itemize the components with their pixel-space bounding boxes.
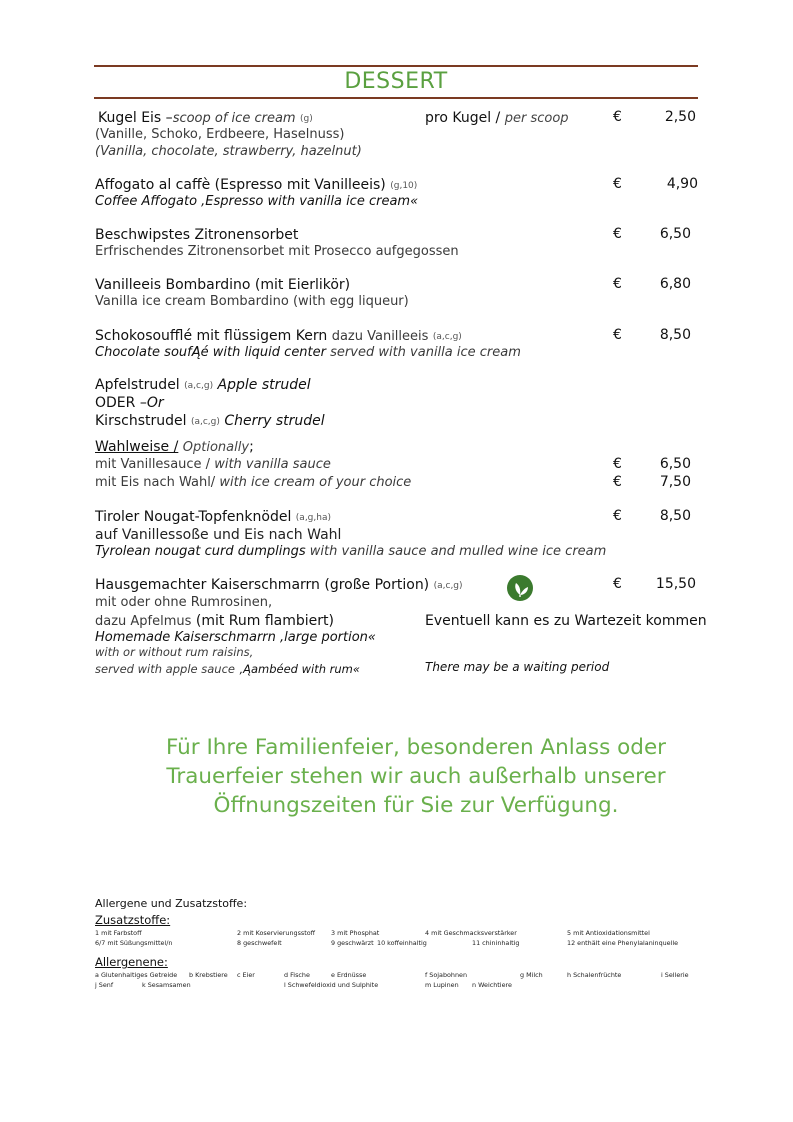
zusatzstoffe-heading: Zusatzstoffe: [95, 913, 171, 927]
allergen-l: l Schwefeldioxid und Sulphite [284, 981, 379, 989]
apfelstrudel-name: Apfelstrudel [95, 377, 180, 393]
affogato-currency: € [613, 176, 622, 192]
kugel-name-en: scoop of ice cream [172, 111, 296, 126]
option-sauce-en: with vanilla sauce [214, 457, 331, 472]
vegetarian-leaf-icon [507, 575, 533, 601]
strudel-option-ice [95, 474, 411, 492]
affogato-name: Affogato al caffè (Espresso mit Vanilleeis) [95, 177, 386, 193]
oder-en: Or [146, 395, 164, 411]
bombardino-name: Vanilleeis Bombardino (mit Eierlikör) [95, 277, 351, 293]
allergene-heading: Allergenene: [95, 955, 168, 969]
kugel-flavours-de: (Vanille, Schoko, Erdbeere, Haselnuss) [95, 127, 345, 142]
zusatz-8: 8 geschwefelt [237, 939, 282, 947]
kirschstrudel-en: Cherry strudel [224, 413, 325, 429]
bombardino-currency: € [613, 276, 622, 292]
kaiser-name-line [95, 576, 463, 595]
kaiser-waiting-de: Eventuell kann es zu Wartezeit kommen [425, 613, 707, 629]
souffle-en-bold: Chocolate soufĄé with liquid center [95, 345, 326, 360]
allergen-h: h Schalenfrüchte [567, 971, 622, 979]
zusatz-3: 3 mit Phosphat [331, 929, 380, 937]
zusatz-6-7: 6/7 mit Süßungsmittel/n [95, 939, 173, 947]
kaiser-flambiert: (mit Rum flambiert) [195, 613, 334, 629]
zusatz-5: 5 mit Antioxidationsmittel [567, 929, 650, 937]
kaiser-name: Hausgemachter Kaiserschmarrn (große Portion) [95, 577, 430, 593]
kaiser-raisins: mit oder ohne Rumrosinen, [95, 595, 273, 610]
souffle-en-line [95, 344, 521, 362]
kaiser-waiting-en: There may be a waiting period [425, 660, 610, 674]
allergen-f: f Sojabohnen [425, 971, 467, 979]
wahlweise-colon: ; [249, 439, 254, 455]
option-ice-price: 7,50 [659, 474, 691, 490]
zitronen-name: Beschwipstes Zitronensorbet [95, 227, 299, 243]
kugel-flavours-en: (Vanilla, chocolate, strawberry, hazelnut) [95, 144, 362, 159]
kaiser-en-title: Homemade Kaiserschmarrn ‚large portion« [95, 630, 376, 645]
affogato-allergens: (g,10) [390, 181, 418, 191]
option-ice-de: mit Eis nach Wahl/ [95, 475, 216, 490]
souffle-name: Schokosoufflé mit flüssigem Kern [95, 328, 328, 344]
kirschstrudel-allergens: (a,c,g) [190, 417, 220, 427]
wahlweise-de: Wahlweise / [95, 439, 179, 455]
zusatz-4: 4 mit Geschmacksverstärker [425, 929, 517, 937]
allergen-m: m Lupinen [425, 981, 459, 989]
kaiser-currency: € [613, 576, 622, 592]
option-sauce-de: mit Vanillesauce / [95, 457, 211, 472]
souffle-price: 8,50 [659, 327, 691, 343]
allergen-b: b Krebstiere [189, 971, 228, 979]
nougat-name-line [95, 508, 331, 527]
zitronen-price: 6,50 [659, 226, 691, 242]
top-rule [94, 65, 698, 67]
oder-de: ODER – [95, 395, 147, 411]
allergen-g: g Milch [520, 971, 543, 979]
bombardino-desc: Vanilla ice cream Bombardino (with egg liqueur) [95, 294, 409, 309]
souffle-currency: € [613, 327, 622, 343]
zusatz-9: 9 geschwärzt [331, 939, 374, 947]
zitronen-desc: Erfrischendes Zitronensorbet mit Prosecco aufgegossen [95, 244, 459, 259]
nougat-en-line [95, 543, 606, 561]
allergen-c: c Eier [237, 971, 255, 979]
nougat-name: Tiroler Nougat-Topfenknödel [95, 509, 292, 525]
kirschstrudel-line [95, 412, 325, 431]
nougat-desc: auf Vanillessoße und Eis nach Wahl [95, 527, 342, 543]
nougat-currency: € [613, 508, 622, 524]
apfelstrudel-en: Apple strudel [217, 377, 311, 393]
kugel-price: 2,50 [664, 109, 696, 125]
allergy-heading: Allergene und Zusatzstoffe: [95, 897, 248, 910]
nougat-price: 8,50 [659, 508, 691, 524]
family-line-2: Trauerfeier stehen wir auch außerhalb unserer [166, 764, 666, 789]
souffle-allergens: (a,c,g) [432, 332, 462, 342]
kaiser-price: 15,50 [655, 576, 696, 592]
kugel-name: Kugel Eis – [98, 110, 173, 126]
souffle-en-light: served with vanilla ice cream [330, 345, 521, 360]
zitronen-currency: € [613, 226, 622, 242]
kaiser-en-sauce-line [95, 660, 360, 678]
page-title: DESSERT [344, 69, 448, 94]
allergen-k: k Sesamsamen [142, 981, 191, 989]
option-ice-en: with ice cream of your choice [219, 475, 412, 490]
kirschstrudel-name: Kirschstrudel [95, 413, 187, 429]
option-ice-currency: € [613, 474, 622, 490]
allergen-d: d Fische [284, 971, 310, 979]
affogato-en: Coffee Affogato ‚Espresso with vanilla ice cream« [95, 194, 419, 209]
strudel-option-sauce [95, 456, 331, 474]
souffle-name-light: dazu Vanilleeis [331, 329, 429, 344]
allergen-n: n Weichtiere [472, 981, 512, 989]
zusatz-10: 10 koffeinhaltig [377, 939, 427, 947]
zusatz-11: 11 chininhaltig [472, 939, 520, 947]
kaiser-en-raisins: with or without rum raisins, [95, 645, 254, 659]
kaiser-allergens: (a,c,g) [433, 581, 463, 591]
kugel-unit [425, 109, 569, 128]
kaiser-en-flambe: ‚Ąambéed with rum« [239, 662, 360, 676]
option-sauce-currency: € [613, 456, 622, 472]
family-line-1: Für Ihre Familienfeier, besonderen Anlass oder [165, 735, 667, 760]
allergen-i: i Sellerie [661, 971, 689, 979]
apfelstrudel-allergens: (a,c,g) [184, 381, 214, 391]
allergen-j: j Senf [95, 981, 114, 989]
allergen-e: e Erdnüsse [331, 971, 367, 979]
title-rule [94, 97, 698, 99]
zusatz-12: 12 enthält eine Phenylalaninquelle [567, 939, 679, 947]
option-sauce-price: 6,50 [659, 456, 691, 472]
kugel-unit-en: per scoop [504, 111, 569, 126]
oder-line [95, 394, 164, 412]
kaiser-apfelmus: dazu Apfelmus [95, 614, 192, 629]
zusatz-2: 2 mit Koservierungsstoff [237, 929, 316, 937]
nougat-en-light: with vanilla sauce and mulled wine ice cream [309, 544, 607, 559]
wahlweise-en: Optionally [182, 440, 250, 455]
kugel-allergens: (g) [300, 114, 313, 124]
wahlweise-line [95, 438, 254, 457]
kaiser-en-sauce: served with apple sauce [95, 662, 235, 676]
kugel-unit-de: pro Kugel / [425, 110, 501, 126]
allergen-a: a Glutenhaltiges Getreide [95, 971, 178, 979]
kugel-currency: € [613, 109, 622, 125]
zusatz-1: 1 mit Farbstoff [95, 929, 142, 937]
family-celebration-note [100, 733, 732, 820]
bombardino-price: 6,80 [659, 276, 691, 292]
apfelstrudel-line [95, 376, 311, 395]
nougat-allergens: (a,g,ha) [295, 513, 331, 523]
affogato-price: 4,90 [666, 176, 698, 192]
family-line-3: Öffnungszeiten für Sie zur Verfügung. [213, 793, 619, 818]
nougat-en-bold: Tyrolean nougat curd dumplings [95, 544, 306, 559]
